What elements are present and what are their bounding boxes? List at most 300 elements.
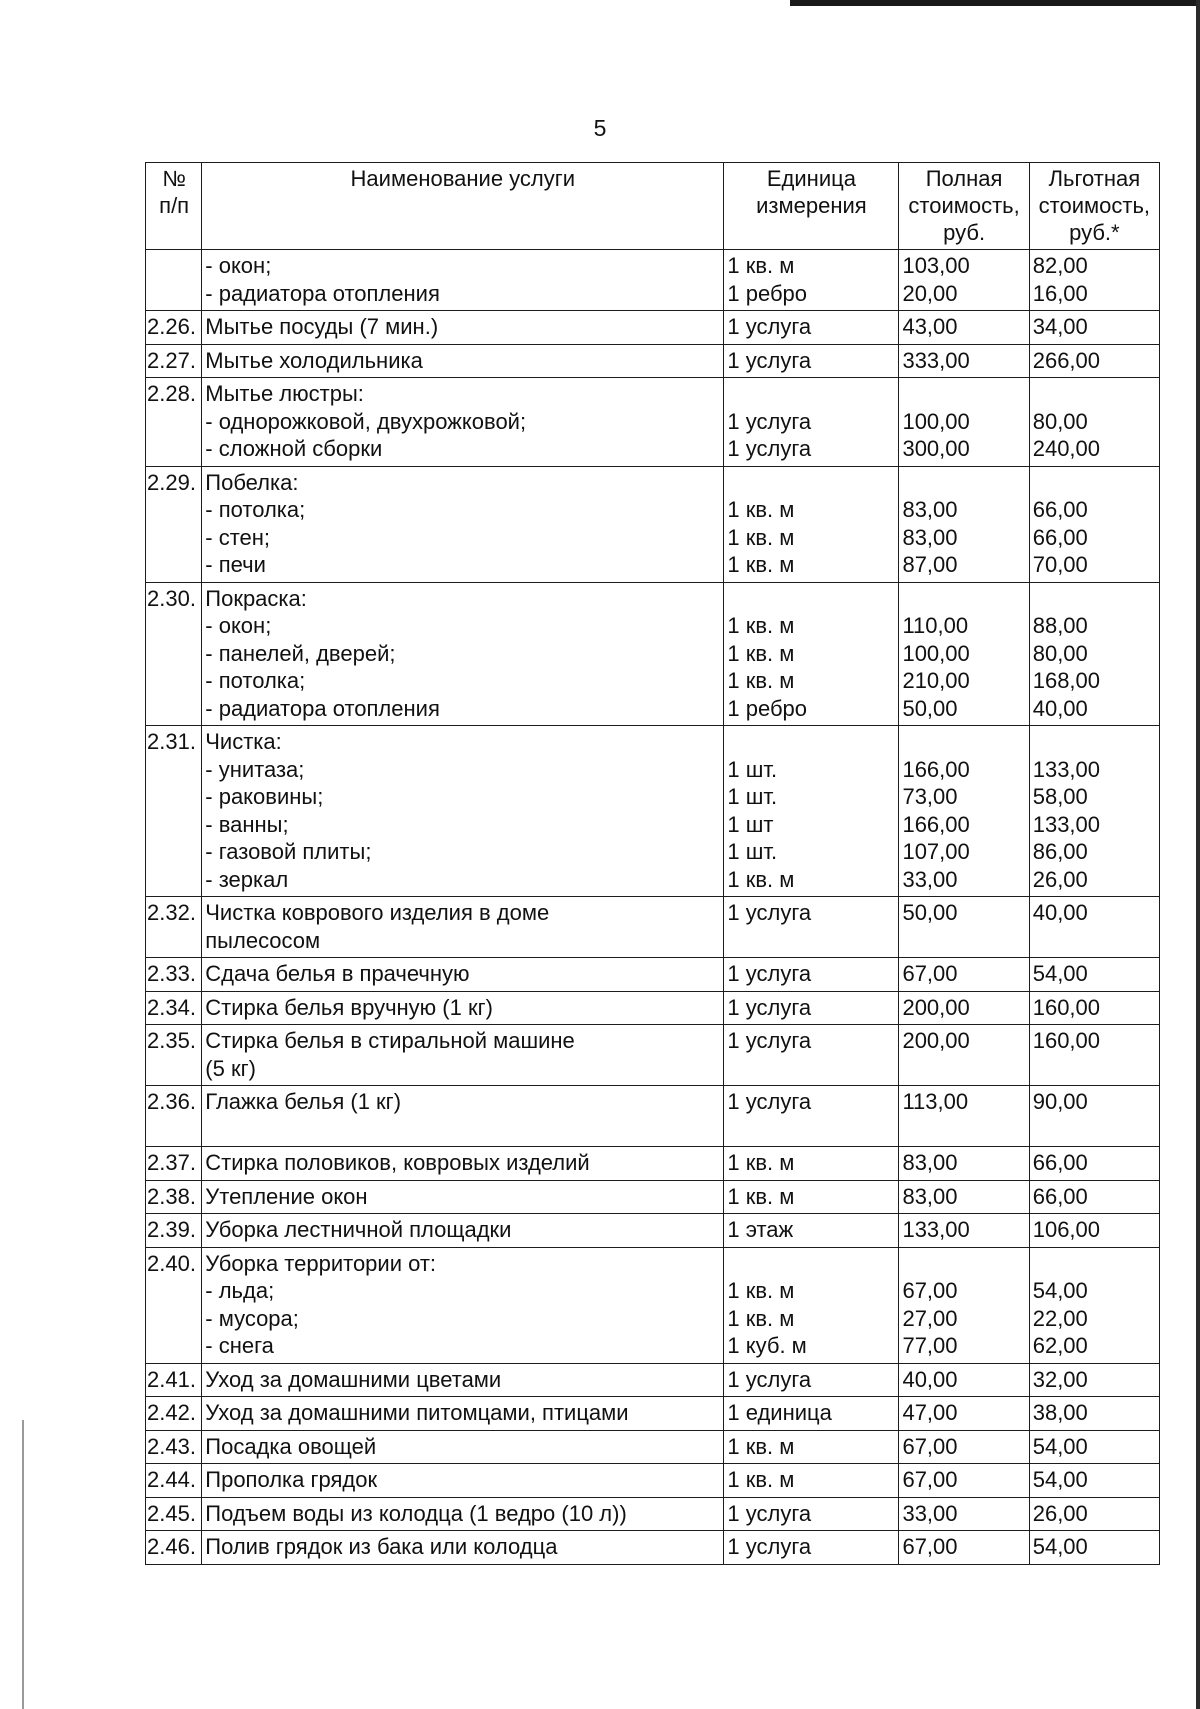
cell-unit — [724, 311, 899, 345]
cell-discount-price-line: 106,00 — [1032, 1217, 1101, 1242]
header-full-line: стоимость, — [908, 193, 1020, 218]
cell-unit-line: 1 кв. м — [727, 552, 795, 577]
cell-full-price-line: 83,00 — [902, 524, 958, 550]
cell-service-name-line: Побелка: — [205, 469, 299, 495]
cell-service-name-line: - раковины; — [205, 784, 324, 809]
cell-discount-price — [1029, 378, 1159, 467]
cell-service-name-line: - зеркал — [205, 866, 289, 892]
header-disc-line: руб.* — [1069, 220, 1120, 245]
table-row — [146, 466, 1160, 582]
cell-full-price — [899, 897, 1029, 958]
cell-discount-price — [1029, 1464, 1159, 1498]
cell-full-price-line: 50,00 — [902, 695, 958, 721]
cell-discount-price-line: 80,00 — [1032, 640, 1088, 666]
cell-full-price-line: 33,00 — [902, 1500, 958, 1526]
cell-unit — [724, 1214, 899, 1248]
cell-num-value: 2.45. — [147, 1500, 196, 1526]
cell-unit — [724, 897, 899, 958]
cell-full-price-line: 107,00 — [902, 839, 970, 864]
cell-service-name-line: - потолка; — [205, 668, 306, 693]
cell-full-price — [899, 344, 1029, 378]
cell-service-name — [202, 958, 724, 992]
cell-service-name — [202, 378, 724, 467]
cell-num-value: 2.34. — [147, 994, 196, 1020]
cell-discount-price-line — [1033, 585, 1156, 613]
cell-num-value: 2.36. — [147, 1089, 196, 1114]
cell-unit — [724, 1247, 899, 1363]
cell-full-price — [899, 582, 1029, 726]
cell-unit-line: 1 кв. м — [727, 640, 795, 666]
table-body — [146, 250, 1160, 1565]
cell-num-value: 2.26. — [147, 314, 196, 339]
cell-service-name-line: Сдача белья в прачечную — [205, 961, 470, 986]
cell-full-price-line: 210,00 — [902, 668, 970, 693]
cell-unit — [724, 344, 899, 378]
cell-unit — [724, 1531, 899, 1565]
table-row — [146, 1497, 1160, 1531]
cell-discount-price-line: 54,00 — [1032, 1534, 1088, 1559]
cell-unit-line: 1 услуга — [727, 1366, 812, 1392]
cell-service-name — [202, 1464, 724, 1498]
cell-full-price — [899, 250, 1029, 311]
cell-unit-line: 1 ребро — [727, 280, 808, 306]
cell-service-name-line: Чистка коврового изделия в доме — [205, 900, 550, 925]
cell-service-name-line: (5 кг) — [205, 1055, 256, 1081]
cell-num-value: 2.39. — [147, 1217, 196, 1242]
cell-service-name-line: Прополка грядок — [205, 1467, 378, 1492]
cell-discount-price-line: 86,00 — [1032, 839, 1088, 864]
cell-discount-price — [1029, 1025, 1159, 1086]
cell-discount-price-line: 32,00 — [1032, 1366, 1088, 1392]
cell-unit-line: 1 кв. м — [727, 613, 795, 638]
cell-service-name-line: Уход за домашними цветами — [205, 1366, 502, 1392]
cell-unit — [724, 1363, 899, 1397]
cell-service-name-line: Утепление окон — [205, 1183, 368, 1209]
cell-discount-price — [1029, 991, 1159, 1025]
cell-service-name-line: Мытье люстры: — [205, 381, 364, 406]
cell-full-price-line: 103,00 — [902, 253, 970, 278]
cell-num — [146, 1397, 202, 1431]
cell-full-price-line: 67,00 — [902, 1467, 958, 1492]
header-discount-price-cell — [1029, 163, 1159, 250]
cell-full-price-line: 77,00 — [902, 1333, 958, 1358]
cell-num — [146, 726, 202, 897]
cell-service-name-line: - панелей, дверей; — [205, 640, 396, 666]
cell-full-price-line: 87,00 — [902, 552, 958, 577]
cell-discount-price-line: 54,00 — [1032, 1433, 1088, 1459]
cell-full-price — [899, 1086, 1029, 1147]
cell-service-name-line: - стен; — [205, 524, 271, 550]
cell-num — [146, 1147, 202, 1181]
cell-service-name-line: Уборка территории от: — [205, 1250, 437, 1276]
cell-discount-price — [1029, 1531, 1159, 1565]
cell-unit — [724, 582, 899, 726]
cell-unit — [724, 726, 899, 897]
cell-discount-price-line: 66,00 — [1032, 524, 1088, 550]
cell-service-name-line: - унитаза; — [205, 756, 305, 782]
cell-service-name-line: - окон; — [205, 613, 272, 638]
cell-service-name-line: - окон; — [205, 253, 272, 278]
cell-discount-price — [1029, 1497, 1159, 1531]
cell-discount-price — [1029, 466, 1159, 582]
cell-unit-line: 1 шт. — [727, 784, 778, 809]
header-unit-line: Единица — [766, 166, 856, 191]
cell-num — [146, 1247, 202, 1363]
cell-unit-line: 1 единица — [727, 1400, 832, 1425]
cell-discount-price-line: 16,00 — [1032, 280, 1088, 306]
cell-full-price — [899, 991, 1029, 1025]
cell-service-name — [202, 1247, 724, 1363]
cell-service-name — [202, 250, 724, 311]
cell-num-value: 2.28. — [147, 381, 196, 406]
cell-unit-line: 1 ребро — [727, 695, 808, 721]
cell-unit-line: 1 услуга — [727, 900, 812, 925]
cell-full-price — [899, 1147, 1029, 1181]
cell-unit-line: 1 кв. м — [727, 524, 795, 550]
cell-discount-price-line: 160,00 — [1032, 994, 1101, 1020]
cell-discount-price-line: 240,00 — [1032, 436, 1101, 461]
cell-service-name — [202, 466, 724, 582]
cell-service-name-line: - газовой плиты; — [205, 839, 372, 864]
cell-discount-price — [1029, 311, 1159, 345]
cell-service-name-line: Посадка овощей — [205, 1433, 377, 1459]
table-row — [146, 991, 1160, 1025]
cell-full-price-line: 40,00 — [902, 1366, 958, 1392]
cell-unit — [724, 958, 899, 992]
cell-discount-price — [1029, 958, 1159, 992]
cell-service-name-line: Уход за домашними питомцами, птицами — [205, 1400, 629, 1425]
cell-num — [146, 311, 202, 345]
cell-discount-price-line: 62,00 — [1032, 1333, 1088, 1358]
cell-num — [146, 344, 202, 378]
cell-num-value: 2.30. — [147, 585, 196, 611]
header-full-line: руб. — [943, 220, 986, 245]
cell-unit-line: 1 шт. — [727, 756, 778, 782]
cell-num-value: 2.43. — [147, 1433, 196, 1459]
cell-num-value: 2.31. — [147, 729, 196, 754]
cell-full-price-line: 110,00 — [902, 613, 969, 638]
cell-full-price-line: 333,00 — [902, 347, 970, 373]
cell-full-price-line: 100,00 — [902, 640, 970, 666]
cell-discount-price — [1029, 1214, 1159, 1248]
cell-num-value — [147, 252, 201, 280]
cell-num-value: 2.29. — [147, 469, 196, 495]
cell-service-name-line: - льда; — [205, 1278, 275, 1303]
cell-unit-line: 1 услуга — [727, 1500, 812, 1526]
cell-discount-price — [1029, 582, 1159, 726]
table-row — [146, 1180, 1160, 1214]
cell-full-price-line: 67,00 — [902, 961, 958, 986]
table-row — [146, 582, 1160, 726]
cell-discount-price-line: 133,00 — [1032, 756, 1101, 782]
cell-full-price — [899, 1397, 1029, 1431]
cell-unit-line: 1 шт — [727, 811, 774, 837]
cell-unit-line: 1 услуга — [727, 1534, 812, 1559]
cell-full-price — [899, 1430, 1029, 1464]
cell-full-price-line: 200,00 — [902, 1028, 970, 1053]
cell-unit — [724, 1497, 899, 1531]
cell-service-name-line — [205, 1116, 720, 1144]
cell-discount-price — [1029, 1180, 1159, 1214]
cell-service-name-line: Мытье холодильника — [205, 347, 423, 373]
cell-discount-price-line: 66,00 — [1032, 497, 1088, 522]
cell-unit-line: 1 услуга — [727, 408, 812, 434]
cell-full-price — [899, 958, 1029, 992]
cell-full-price-line: 67,00 — [902, 1278, 958, 1303]
table-row — [146, 1086, 1160, 1147]
cell-service-name — [202, 1531, 724, 1565]
cell-unit-line: 1 кв. м — [727, 866, 795, 892]
cell-full-price-line: 47,00 — [902, 1400, 958, 1425]
table-row — [146, 1025, 1160, 1086]
cell-service-name-line: - сложной сборки — [205, 436, 383, 461]
cell-num-value: 2.38. — [147, 1183, 196, 1209]
scan-edge-top — [790, 0, 1200, 6]
cell-discount-price-line: 34,00 — [1032, 314, 1088, 339]
header-num-line: п/п — [159, 193, 190, 218]
cell-unit-line: 1 кв. м — [727, 1433, 795, 1459]
cell-discount-price — [1029, 344, 1159, 378]
cell-unit — [724, 1430, 899, 1464]
cell-full-price-line: 50,00 — [902, 900, 958, 925]
cell-num — [146, 250, 202, 311]
cell-service-name-line: Стирка половиков, ковровых изделий — [205, 1150, 590, 1175]
cell-full-price-line: 83,00 — [902, 1150, 958, 1175]
cell-service-name-line: Мытье посуды (7 мин.) — [205, 314, 439, 339]
cell-num — [146, 1497, 202, 1531]
cell-discount-price-line: 58,00 — [1032, 784, 1088, 809]
scan-edge-right — [1196, 0, 1200, 1709]
cell-service-name-line: Чистка: — [205, 729, 282, 754]
cell-unit-line — [727, 380, 895, 408]
table-row — [146, 1397, 1160, 1431]
header-num-cell — [146, 163, 202, 250]
cell-num — [146, 378, 202, 467]
cell-service-name — [202, 1086, 724, 1147]
cell-discount-price-line — [1033, 469, 1156, 497]
cell-service-name — [202, 897, 724, 958]
cell-discount-price — [1029, 897, 1159, 958]
cell-num — [146, 1086, 202, 1147]
cell-discount-price — [1029, 1363, 1159, 1397]
header-disc-line: Льготная — [1048, 166, 1141, 191]
cell-unit — [724, 1180, 899, 1214]
cell-service-name — [202, 1214, 724, 1248]
cell-full-price-line: 83,00 — [902, 497, 958, 522]
cell-num-value: 2.42. — [147, 1400, 196, 1425]
cell-unit-line: 1 услуга — [727, 994, 812, 1020]
cell-unit — [724, 1147, 899, 1181]
cell-service-name — [202, 582, 724, 726]
cell-discount-price-line — [1033, 1250, 1156, 1278]
cell-unit — [724, 1397, 899, 1431]
cell-discount-price-line: 133,00 — [1032, 811, 1101, 837]
cell-full-price-line: 43,00 — [902, 314, 958, 339]
cell-discount-price-line: 82,00 — [1032, 253, 1088, 278]
table-row — [146, 726, 1160, 897]
cell-service-name-line: Покраска: — [205, 585, 307, 611]
cell-full-price-line — [902, 585, 1025, 613]
cell-service-name-line: пылесосом — [205, 927, 321, 953]
table-header — [146, 163, 1160, 250]
cell-unit-line: 1 кв. м — [727, 1305, 795, 1331]
cell-unit-line: 1 услуга — [727, 1089, 812, 1114]
cell-num-value: 2.40. — [147, 1250, 196, 1276]
cell-service-name-line: - радиатора отопления — [205, 280, 440, 306]
table-row — [146, 1363, 1160, 1397]
cell-num-value: 2.37. — [147, 1150, 196, 1175]
cell-discount-price-line: 54,00 — [1032, 961, 1088, 986]
cell-full-price-line: 67,00 — [902, 1534, 958, 1559]
cell-discount-price — [1029, 250, 1159, 311]
cell-full-price-line — [902, 380, 1025, 408]
table-row — [146, 897, 1160, 958]
header-full-line: Полная — [925, 166, 1003, 191]
header-unit-cell — [724, 163, 899, 250]
table-row — [146, 378, 1160, 467]
cell-discount-price — [1029, 1147, 1159, 1181]
cell-discount-price-line: 70,00 — [1032, 552, 1088, 577]
cell-discount-price-line: 66,00 — [1032, 1183, 1088, 1209]
cell-discount-price-line: 40,00 — [1032, 900, 1088, 925]
cell-service-name — [202, 311, 724, 345]
cell-service-name — [202, 726, 724, 897]
cell-full-price-line: 100,00 — [902, 408, 970, 434]
cell-unit — [724, 250, 899, 311]
cell-num — [146, 466, 202, 582]
cell-unit-line: 1 кв. м — [727, 1183, 795, 1209]
cell-num — [146, 1363, 202, 1397]
cell-service-name — [202, 1497, 724, 1531]
cell-num-value: 2.46. — [147, 1534, 196, 1559]
cell-unit-line — [727, 1250, 895, 1278]
cell-full-price-line — [902, 728, 1025, 756]
header-name-line: Наименование услуги — [350, 166, 576, 191]
cell-full-price — [899, 1464, 1029, 1498]
cell-discount-price-line: 22,00 — [1032, 1305, 1088, 1331]
cell-unit-line — [727, 585, 895, 613]
cell-service-name-line: Полив грядок из бака или колодца — [205, 1534, 558, 1559]
cell-full-price-line: 20,00 — [902, 280, 958, 306]
cell-discount-price-line: 160,00 — [1032, 1028, 1101, 1053]
cell-service-name — [202, 1397, 724, 1431]
table-row — [146, 1147, 1160, 1181]
cell-discount-price-line: 54,00 — [1032, 1278, 1088, 1303]
table-row — [146, 311, 1160, 345]
cell-full-price-line — [902, 1250, 1025, 1278]
cell-discount-price-line: 26,00 — [1032, 866, 1088, 892]
cell-discount-price — [1029, 726, 1159, 897]
cell-full-price — [899, 466, 1029, 582]
cell-unit — [724, 466, 899, 582]
cell-full-price-line — [902, 469, 1025, 497]
cell-num — [146, 991, 202, 1025]
table-row — [146, 250, 1160, 311]
cell-full-price-line: 83,00 — [902, 1183, 958, 1209]
cell-full-price-line: 33,00 — [902, 866, 958, 892]
cell-num — [146, 1531, 202, 1565]
cell-service-name-line: - печи — [205, 552, 266, 577]
cell-unit — [724, 1464, 899, 1498]
table-row — [146, 1531, 1160, 1565]
header-name-cell — [202, 163, 724, 250]
header-disc-line: стоимость, — [1038, 193, 1151, 218]
cell-full-price-line: 67,00 — [902, 1433, 958, 1459]
header-num-line: № — [162, 166, 186, 191]
cell-unit-line: 1 кв. м — [727, 253, 795, 278]
cell-unit-line: 1 кв. м — [727, 1278, 795, 1303]
cell-service-name — [202, 1363, 724, 1397]
cell-unit-line: 1 кв. м — [727, 1150, 795, 1175]
cell-full-price — [899, 1497, 1029, 1531]
cell-service-name-line: - ванны; — [205, 811, 289, 837]
cell-service-name-line: - снега — [205, 1333, 274, 1358]
cell-full-price-line: 166,00 — [902, 811, 970, 837]
cell-full-price — [899, 378, 1029, 467]
cell-service-name-line: - однорожковой, двухрожковой; — [205, 408, 527, 434]
cell-discount-price — [1029, 1086, 1159, 1147]
cell-full-price-line: 300,00 — [902, 436, 970, 461]
cell-discount-price-line: 26,00 — [1032, 1500, 1088, 1526]
cell-full-price-line: 113,00 — [902, 1089, 969, 1114]
cell-service-name-line: Подъем воды из колодца (1 ведро (10 л)) — [205, 1500, 627, 1526]
cell-num — [146, 1214, 202, 1248]
cell-unit-line: 1 кв. м — [727, 497, 795, 522]
scan-edge-left — [22, 1420, 24, 1709]
cell-service-name-line: - мусора; — [205, 1305, 299, 1331]
cell-num — [146, 1025, 202, 1086]
header-unit-line: измерения — [756, 193, 867, 218]
cell-service-name — [202, 1180, 724, 1214]
services-price-table — [145, 162, 1160, 1565]
cell-full-price-line: 200,00 — [902, 994, 970, 1020]
header-full-price-cell — [899, 163, 1029, 250]
cell-num — [146, 958, 202, 992]
cell-num — [146, 1464, 202, 1498]
cell-num-value: 2.44. — [147, 1467, 196, 1492]
table-row — [146, 1247, 1160, 1363]
cell-unit-line: 1 куб. м — [727, 1333, 807, 1358]
header-row — [146, 163, 1160, 250]
cell-unit — [724, 1086, 899, 1147]
cell-unit-line: 1 услуга — [727, 347, 812, 373]
cell-unit-line — [727, 469, 895, 497]
cell-discount-price-line: 66,00 — [1032, 1150, 1088, 1175]
cell-full-price — [899, 311, 1029, 345]
cell-discount-price-line: 38,00 — [1032, 1400, 1088, 1425]
cell-service-name — [202, 1430, 724, 1464]
cell-full-price — [899, 1180, 1029, 1214]
table-row — [146, 1430, 1160, 1464]
page-number: 5 — [593, 115, 607, 141]
table-row — [146, 344, 1160, 378]
cell-service-name-line: Стирка белья вручную (1 кг) — [205, 994, 493, 1020]
cell-discount-price-line: 40,00 — [1032, 695, 1088, 721]
cell-unit — [724, 1025, 899, 1086]
cell-full-price-line: 133,00 — [902, 1217, 970, 1242]
cell-num — [146, 582, 202, 726]
cell-num — [146, 1180, 202, 1214]
cell-discount-price-line: 88,00 — [1032, 613, 1088, 638]
cell-full-price-line: 166,00 — [902, 756, 970, 782]
cell-full-price — [899, 1247, 1029, 1363]
cell-service-name-line: Уборка лестничной площадки — [205, 1217, 512, 1242]
cell-unit-line: 1 шт. — [727, 839, 778, 864]
cell-discount-price-line — [1033, 380, 1156, 408]
cell-discount-price-line — [1033, 728, 1156, 756]
cell-full-price — [899, 1214, 1029, 1248]
cell-service-name-line: - потолка; — [205, 497, 306, 522]
